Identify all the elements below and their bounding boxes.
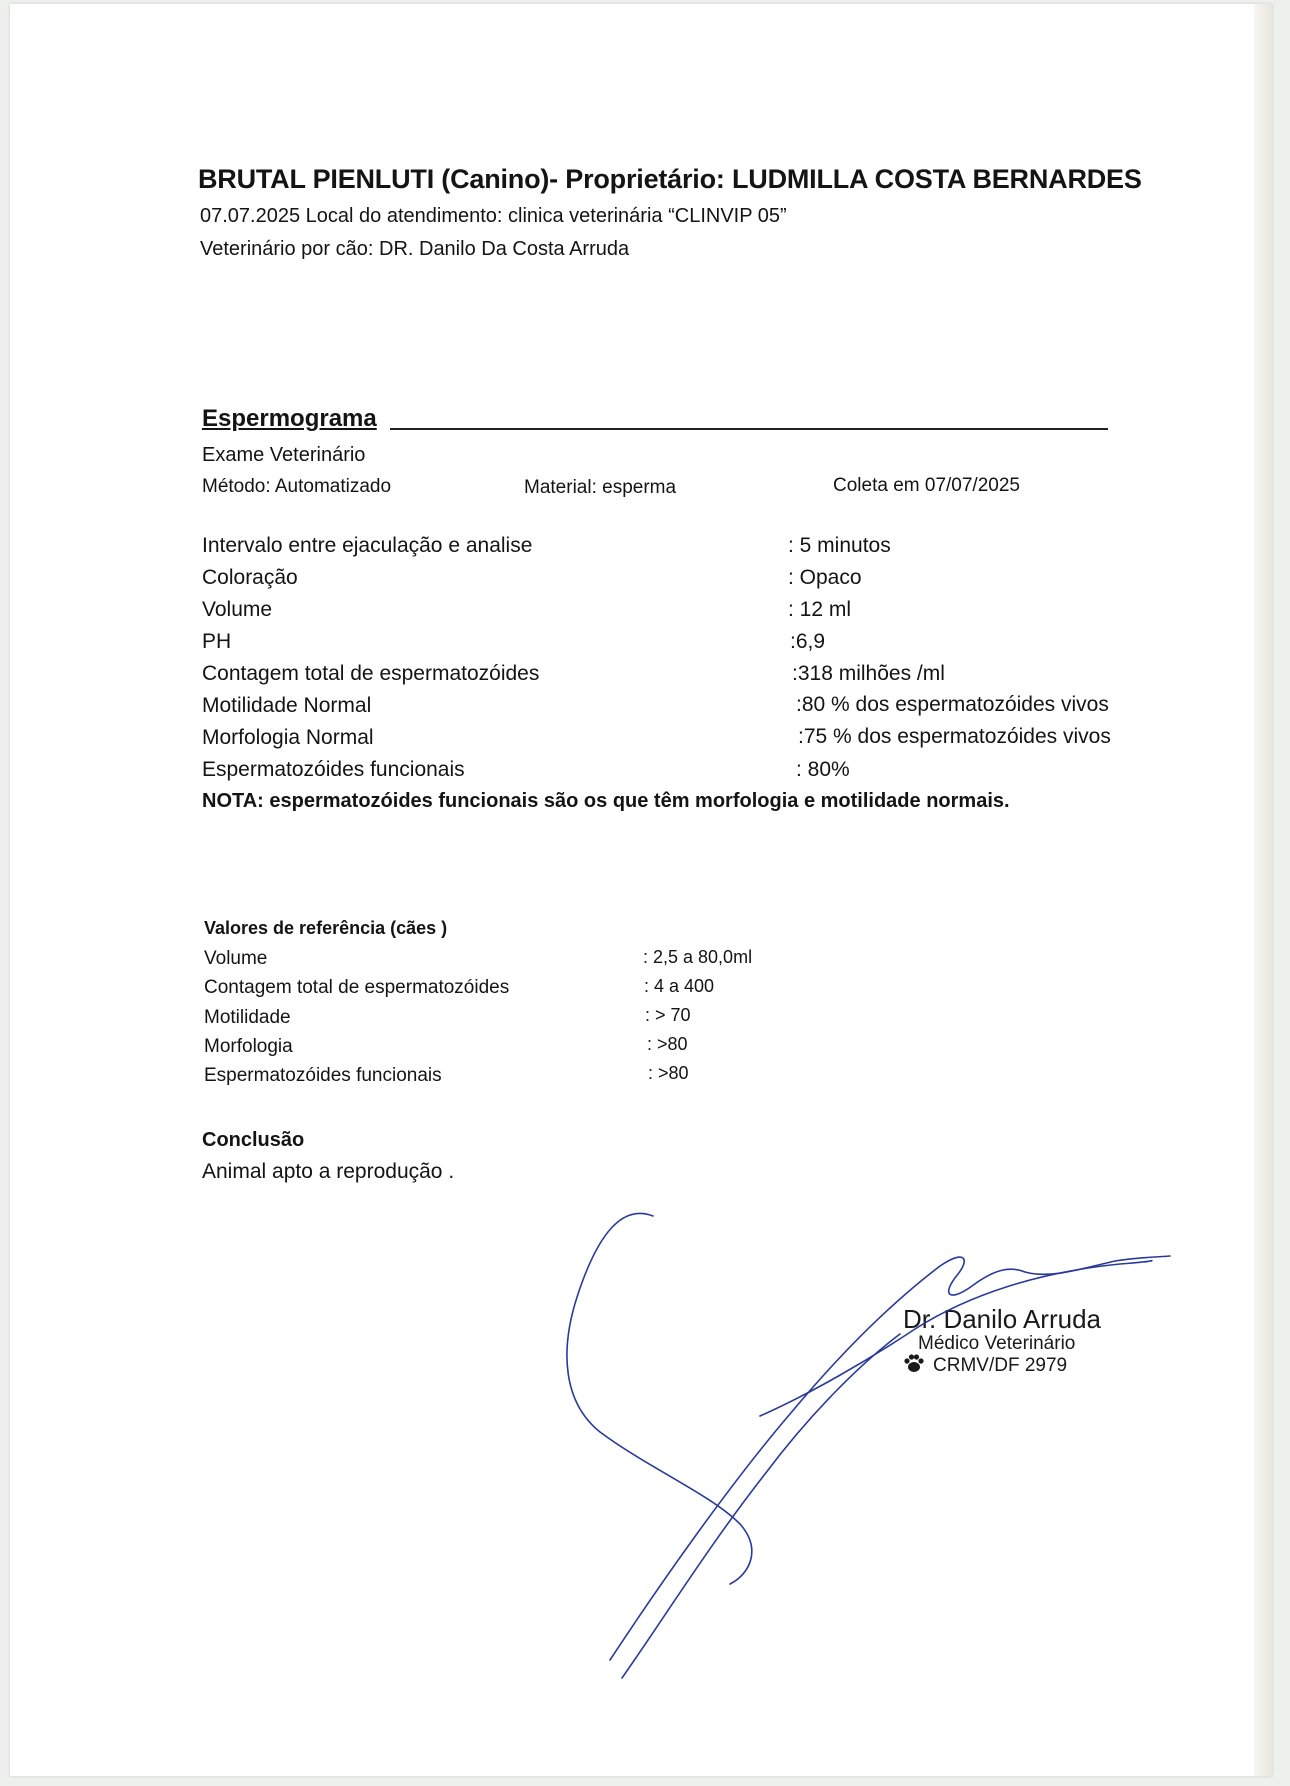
handwritten-signature (10, 4, 1272, 1776)
result-label: Espermatozóides funcionais (202, 758, 465, 781)
date-location-line: 07.07.2025 Local do atendimento: clinica veterinária “CLINVIP 05” (200, 205, 787, 227)
document-page (10, 4, 1272, 1776)
reference-value: : >80 (647, 1034, 688, 1054)
exam-method: Método: Automatizado (202, 476, 392, 497)
exam-title: Espermograma (202, 405, 377, 432)
reference-label: Volume (204, 948, 268, 969)
exam-collection-date: Coleta em 07/07/2025 (833, 475, 1020, 496)
reference-label: Motilidade (204, 1007, 291, 1028)
result-value: : Opaco (788, 566, 862, 589)
exam-subtitle: Exame Veterinário (202, 444, 366, 466)
stamp-registration: CRMV/DF 2979 (933, 1355, 1068, 1376)
reference-value: : 2,5 a 80,0ml (643, 947, 753, 967)
result-label: PH (202, 630, 232, 653)
result-label: Coloração (202, 566, 298, 589)
paper-edge (1254, 4, 1272, 1776)
stamp-doctor-name: Dr. Danilo Arruda (903, 1304, 1101, 1334)
reference-label: Morfologia (204, 1036, 293, 1057)
patient-owner-title: BRUTAL PIENLUTI (Canino)- Proprietário: LUDMILLA COSTA BERNARDES (198, 164, 1142, 194)
conclusion-text: Animal apto a reprodução . (202, 1160, 455, 1183)
veterinarian-line: Veterinário por cão: DR. Danilo Da Costa Arruda (200, 238, 630, 260)
conclusion-title: Conclusão (202, 1129, 305, 1151)
result-value: :318 milhões /ml (792, 662, 945, 685)
paw-icon (903, 1353, 925, 1373)
reference-label: Espermatozóides funcionais (204, 1065, 442, 1086)
result-value: :6,9 (790, 630, 826, 653)
section-divider (390, 428, 1108, 430)
reference-value: : >80 (648, 1063, 689, 1083)
result-value: : 12 ml (788, 598, 852, 621)
result-label: Morfologia Normal (202, 726, 374, 749)
reference-label: Contagem total de espermatozóides (204, 977, 510, 998)
result-label: Motilidade Normal (202, 694, 372, 717)
result-value: :75 % dos espermatozóides vivos (798, 725, 1111, 748)
result-value: : 5 minutos (788, 534, 891, 557)
functional-note: NOTA: espermatozóides funcionais são os que têm morfologia e motilidade normais. (202, 790, 1010, 812)
reference-value: : 4 a 400 (644, 976, 715, 996)
stamp-role: Médico Veterinário (918, 1333, 1076, 1354)
result-value: :80 % dos espermatozóides vivos (796, 693, 1109, 716)
reference-title: Valores de referência (cães ) (204, 918, 448, 938)
result-value: : 80% (796, 758, 850, 781)
result-label: Contagem total de espermatozóides (202, 662, 540, 685)
result-label: Intervalo entre ejaculação e analise (202, 534, 533, 557)
result-label: Volume (202, 598, 273, 621)
exam-material: Material: esperma (524, 477, 677, 498)
reference-value: : > 70 (645, 1005, 691, 1025)
